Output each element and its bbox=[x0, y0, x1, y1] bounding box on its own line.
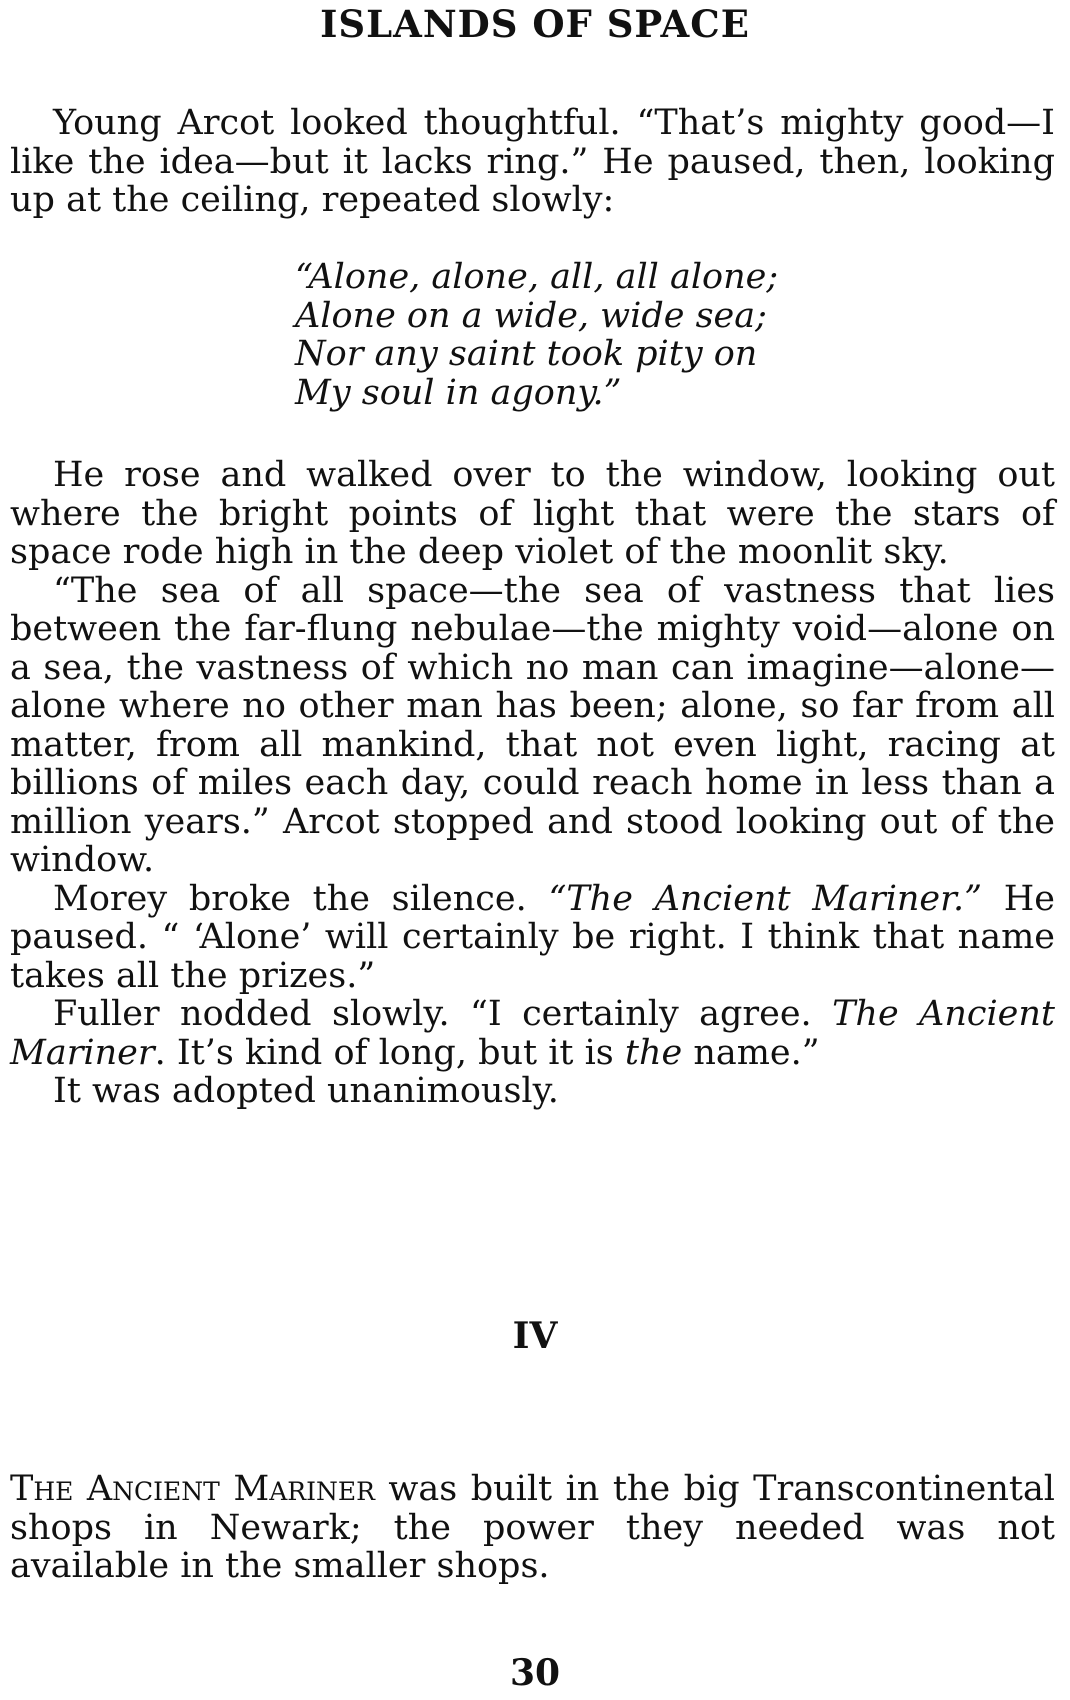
paragraph-morey bbox=[10, 880, 1055, 996]
paragraph-window: He rose and walked over to the window, looking out where the bright points of light that were the stars of space rode high in the deep violet of the moonlit sky. bbox=[10, 455, 1055, 572]
text-run: . It’s kind of long, but it is bbox=[154, 1032, 625, 1073]
running-header: ISLANDS OF SPACE bbox=[320, 2, 750, 46]
verse-quotation bbox=[295, 258, 778, 412]
paragraph-adopted: It was adopted unanimously. bbox=[53, 1071, 559, 1111]
verse-line: My soul in agony.” bbox=[295, 372, 622, 413]
small-caps-title: The Ancient Mariner bbox=[10, 1469, 375, 1509]
italic-title: The Ancient Mariner bbox=[10, 994, 1055, 1073]
paragraph-young-arcot bbox=[10, 104, 1055, 220]
text-run: name.” bbox=[682, 1032, 820, 1073]
paragraph-chapter-opening bbox=[10, 1470, 1055, 1586]
text-run: was built in the big Transcontinental shops in Newark; the power they needed was not available in the smaller shops. bbox=[10, 1469, 1056, 1586]
text-run: Fuller nodded slowly. “I certainly agree. bbox=[53, 994, 833, 1034]
paragraph-fuller bbox=[10, 995, 1055, 1072]
text-run: He paused. “ ‘Alone’ will certainly be right. I think that name takes all the prizes.” bbox=[10, 878, 1055, 996]
body-text-block bbox=[10, 456, 1055, 1111]
italic-title: “The Ancient Mariner.” bbox=[548, 878, 983, 919]
paragraph-text: Young Arcot looked thoughtful. “That’s mighty good—I like the idea—but it lacks ring.” He paused, then, looking up at the ceiling, repeated slowly: bbox=[10, 103, 1055, 220]
italic-emphasis: the bbox=[624, 1032, 683, 1073]
chapter-heading: IV bbox=[512, 1315, 558, 1357]
page-number: 30 bbox=[509, 1652, 561, 1694]
verse-line: Nor any saint took pity on bbox=[295, 334, 758, 374]
verse-line: Alone on a wide, wide sea; bbox=[295, 295, 767, 336]
paragraph-sea-of-space: “The sea of all space—the sea of vastness that lies between the far-flung nebulae—the mighty void—alone on a sea, the vastness of which no man can imagine—alone—alone where no other man has been; alone, so far from all matter, from all mankind, that not even light, racing at billions of miles each day, could reach home in less than a million years.” Arcot stopped and stood looking out of the window. bbox=[10, 570, 1055, 880]
verse-line: “Alone, alone, all, all alone; bbox=[295, 257, 779, 297]
text-run: Morey broke the silence. bbox=[53, 878, 549, 919]
paragraph-text bbox=[10, 1470, 1055, 1586]
